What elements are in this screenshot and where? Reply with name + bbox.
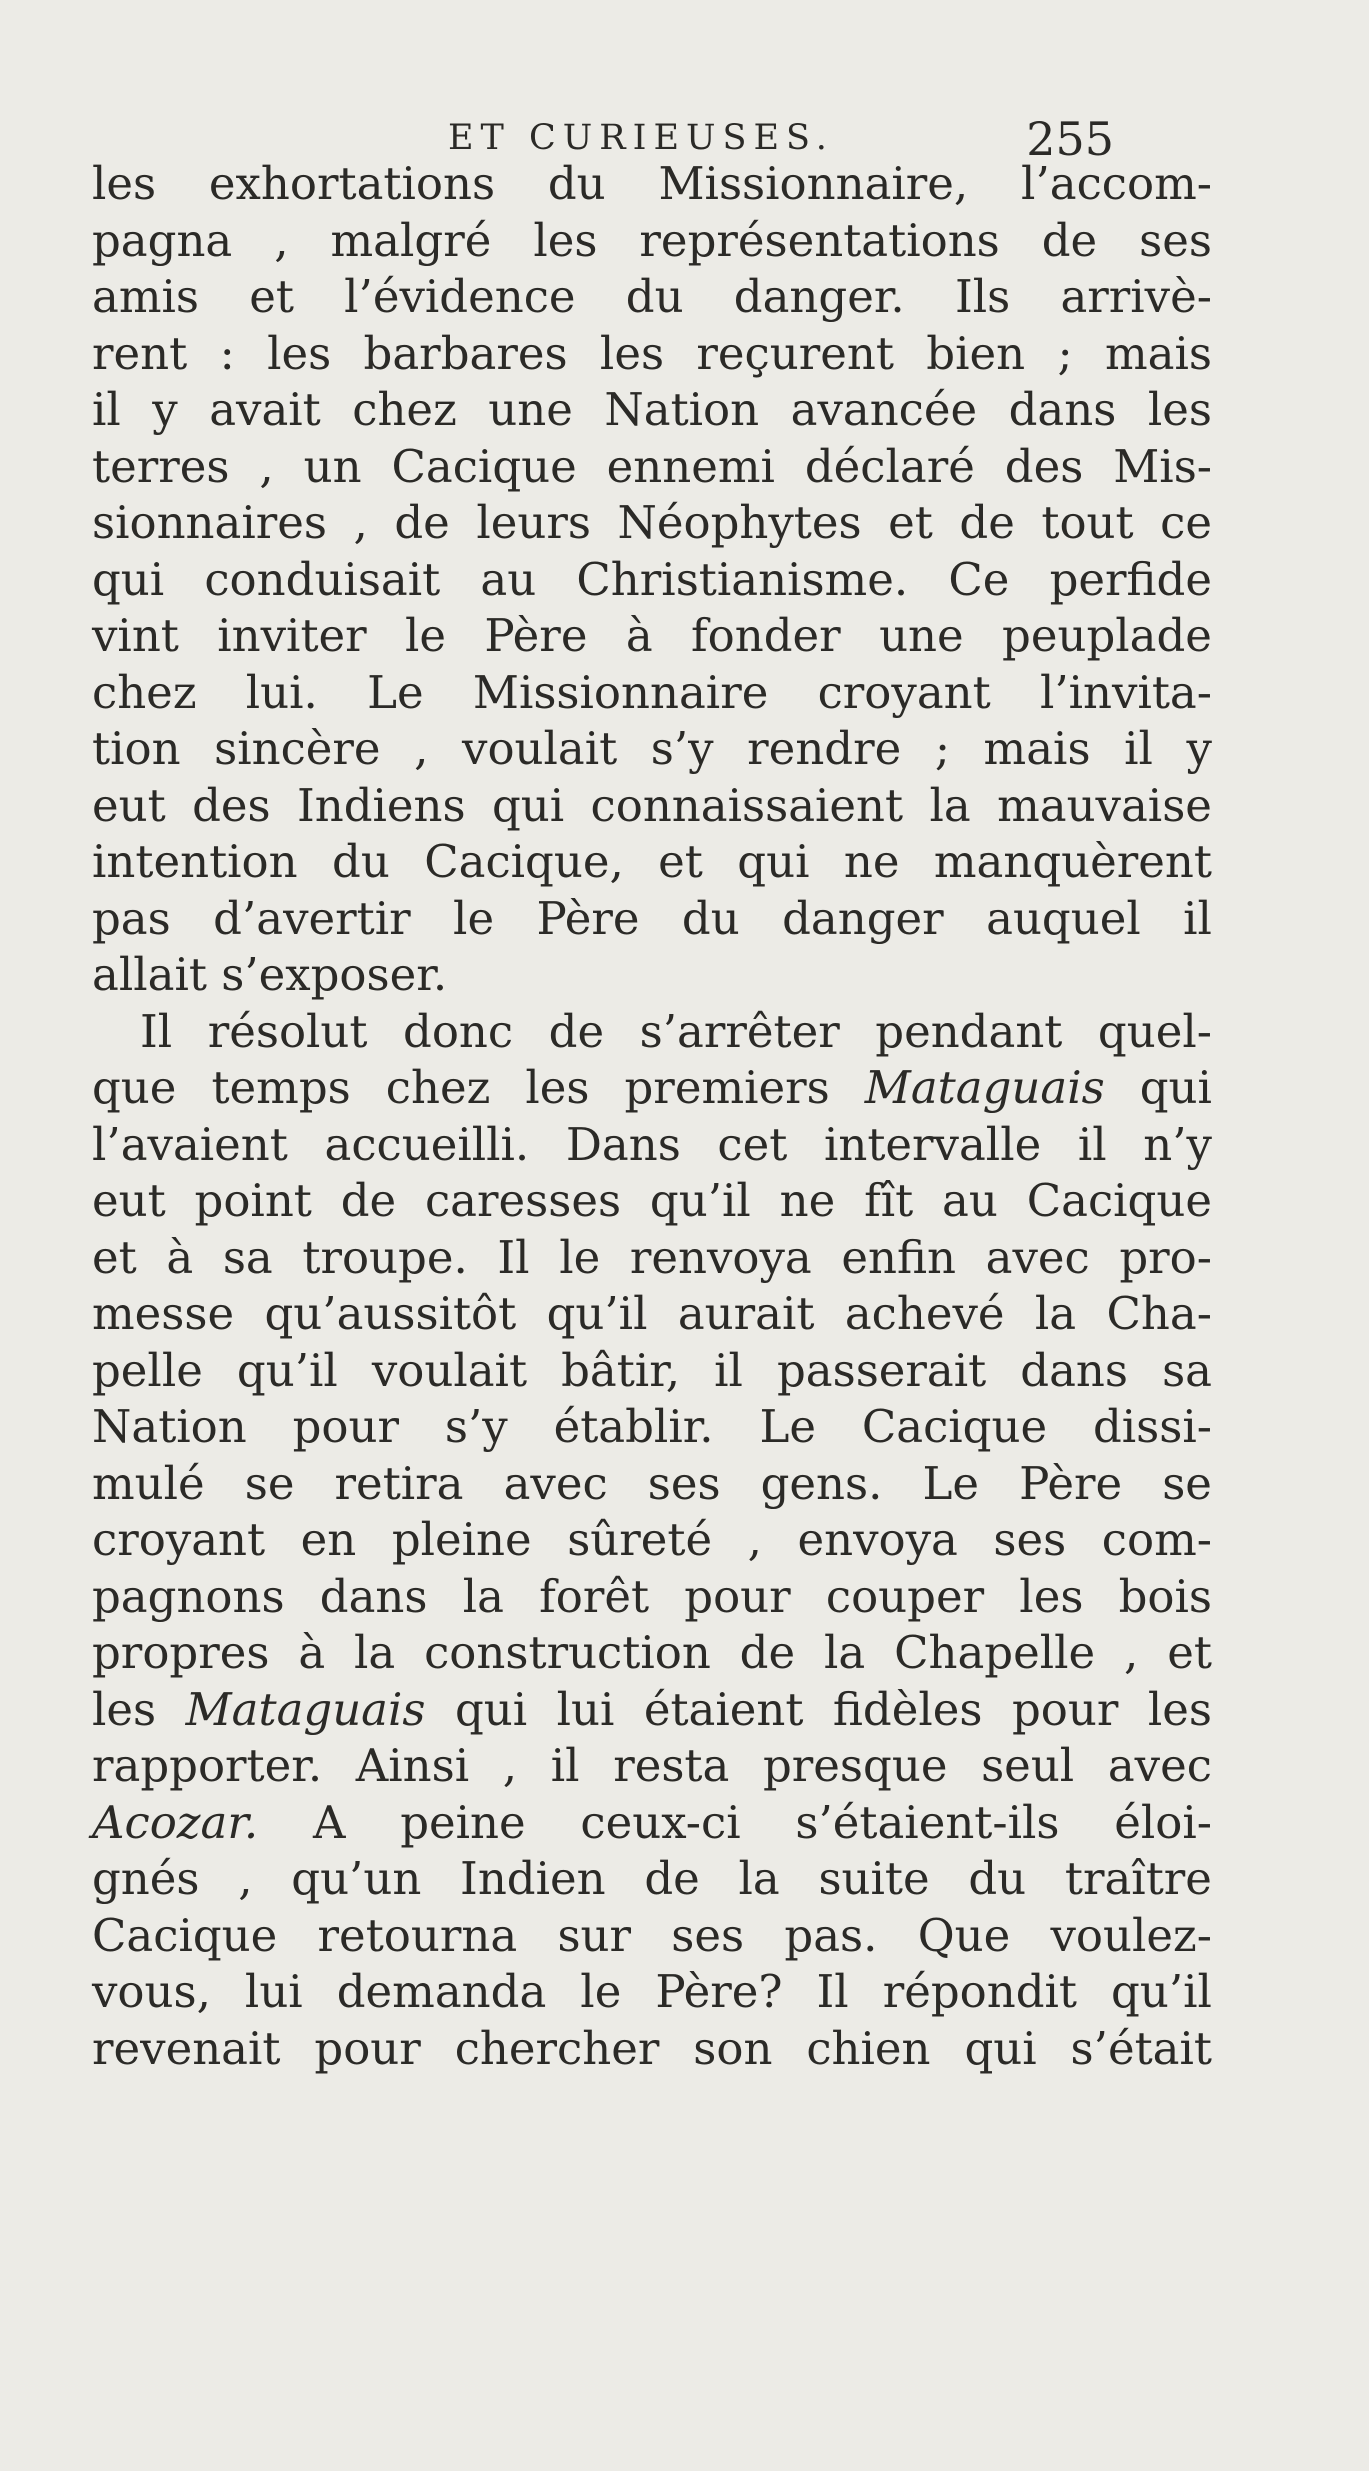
word: Nation <box>604 383 760 436</box>
word: une <box>488 383 573 436</box>
word: Ainsi <box>355 1739 470 1792</box>
word: il <box>714 1343 743 1397</box>
word: retourna <box>317 1908 518 1962</box>
word: rapporter. <box>92 1739 323 1792</box>
word: passerait <box>776 1343 987 1397</box>
page-number: 255 <box>1026 112 1114 166</box>
word: Acozar. <box>92 1795 259 1849</box>
word: pour <box>314 2021 421 2075</box>
word: qui <box>92 552 165 606</box>
word: ceux-ci <box>580 1795 741 1849</box>
word: la <box>823 1626 866 1679</box>
word: Mis- <box>1113 439 1212 493</box>
word: de <box>548 1004 605 1058</box>
word: il <box>1183 891 1212 945</box>
word: et <box>888 496 933 549</box>
word: propres <box>92 1626 270 1679</box>
word: s’était <box>1070 2021 1212 2075</box>
text-line <box>92 1399 1212 1456</box>
word: les <box>1019 1569 1084 1623</box>
word: de <box>959 496 1015 549</box>
word: Mataguais <box>185 1682 426 1736</box>
word: de <box>739 1626 796 1679</box>
word: mais <box>983 722 1091 775</box>
word: de <box>340 1174 397 1227</box>
word: ; <box>934 722 950 775</box>
text-line <box>92 495 1212 552</box>
word: à <box>298 1626 326 1679</box>
word: s’y <box>650 722 714 775</box>
word: vint <box>92 609 179 662</box>
word: , <box>414 722 429 775</box>
word: qu’il <box>236 1343 338 1397</box>
word: à <box>166 1230 194 1284</box>
word: Missionnaire <box>472 665 769 719</box>
word: déclaré <box>804 439 975 493</box>
word: répondit <box>882 1965 1078 2018</box>
word: pour <box>1011 1682 1119 1736</box>
word: pleine <box>391 1513 532 1566</box>
word: que <box>92 1061 177 1114</box>
word: danger. <box>733 270 905 323</box>
word: y <box>152 383 178 436</box>
word: éloi- <box>1114 1795 1212 1849</box>
word: n’y <box>1143 1117 1212 1171</box>
text-line <box>92 1060 1212 1117</box>
word: se <box>244 1456 295 1510</box>
word: avec <box>503 1456 608 1510</box>
word: bois <box>1118 1569 1212 1623</box>
text-line <box>92 439 1212 496</box>
word: représentations <box>639 213 1000 267</box>
word: Père <box>536 891 640 945</box>
word: , <box>353 496 368 549</box>
word: eut <box>92 1174 166 1227</box>
word: Père <box>484 609 588 662</box>
word: Cacique <box>391 439 577 493</box>
word: il <box>1077 1117 1107 1171</box>
word: sa <box>1162 1343 1212 1397</box>
word: Cha- <box>1106 1287 1212 1340</box>
word: construction <box>424 1626 711 1679</box>
word: peuplade <box>1002 609 1212 662</box>
word: messe <box>92 1287 235 1340</box>
word: avancée <box>790 383 978 436</box>
word: qu’il <box>1111 1965 1212 2018</box>
word: mulé <box>92 1456 205 1510</box>
text-line <box>92 2021 1212 2078</box>
word: pagna <box>92 213 233 267</box>
word: la <box>462 1569 504 1623</box>
word: barbares <box>363 326 568 380</box>
word: la <box>738 1852 780 1905</box>
word: forêt <box>539 1569 650 1623</box>
word: étaient <box>643 1682 804 1736</box>
word: troupe. <box>302 1230 468 1284</box>
word: ses <box>1139 213 1212 267</box>
word: mais <box>1104 326 1212 380</box>
word: : <box>219 326 235 380</box>
word: Que <box>917 1908 1011 1962</box>
word: tout <box>1041 496 1134 549</box>
word: conduisait <box>204 552 441 606</box>
word: caresses <box>424 1174 622 1227</box>
word: gens. <box>760 1456 883 1510</box>
word: Cacique <box>1026 1174 1212 1227</box>
word: donc <box>403 1004 514 1058</box>
word: dans <box>1020 1343 1129 1397</box>
word: arrivè- <box>1060 270 1212 323</box>
word: avec <box>985 1230 1090 1284</box>
word: l’accom- <box>1021 157 1212 210</box>
word: retira <box>334 1456 464 1510</box>
word: il <box>1124 722 1153 775</box>
word: chercher <box>454 2021 660 2075</box>
word: s’y <box>444 1400 508 1453</box>
word: Il <box>140 1004 173 1058</box>
word: dans <box>319 1569 428 1623</box>
word: du <box>332 835 390 888</box>
text-line <box>92 1230 1212 1287</box>
word: voulez- <box>1050 1908 1212 1962</box>
word: Nation <box>92 1400 247 1453</box>
word: pagnons <box>92 1569 285 1623</box>
word: chez <box>385 1061 491 1114</box>
word: et <box>1167 1626 1212 1679</box>
text-line <box>92 778 1212 835</box>
body-text <box>92 156 1212 2077</box>
word: Indien <box>460 1852 606 1905</box>
word: pour <box>684 1569 791 1623</box>
word: qu’aussitôt <box>264 1287 517 1340</box>
word: les <box>267 326 332 380</box>
word: chien <box>806 2021 931 2075</box>
word: qui <box>454 1682 528 1736</box>
word: dissi- <box>1092 1400 1212 1453</box>
word: voulait <box>462 722 618 775</box>
word: s’étaient-ils <box>795 1795 1060 1849</box>
word: ce <box>1160 496 1212 549</box>
word: les <box>92 1682 157 1736</box>
word: sionnaires <box>92 496 327 549</box>
word: rent <box>92 326 188 380</box>
word: Le <box>759 1400 816 1453</box>
word: y <box>1186 722 1212 775</box>
word: des <box>1004 439 1084 493</box>
word: chez <box>92 665 197 719</box>
word: cet <box>717 1117 788 1171</box>
word: lui. <box>245 665 318 719</box>
word: Le <box>367 665 424 719</box>
word: gnés <box>92 1852 200 1905</box>
text-line <box>92 1964 1212 2021</box>
word: connaissaient <box>590 778 904 832</box>
word: le <box>559 1230 601 1284</box>
word: auquel <box>986 891 1141 945</box>
word: , <box>502 1739 518 1792</box>
word: perfide <box>1049 552 1212 606</box>
word: il <box>550 1739 580 1792</box>
word: sûreté <box>567 1513 713 1566</box>
word: qu’il <box>546 1287 648 1340</box>
word: qui <box>491 778 565 832</box>
word: Le <box>922 1456 980 1510</box>
word: Père? <box>655 1965 783 2018</box>
word: temps <box>211 1061 351 1114</box>
word: ses <box>647 1456 721 1510</box>
word: croyant <box>817 665 991 719</box>
word: inviter <box>217 609 367 662</box>
word: le <box>453 891 495 945</box>
word: fidèles <box>832 1682 983 1736</box>
word: pro- <box>1119 1230 1212 1284</box>
word: en <box>300 1513 357 1566</box>
word: aurait <box>677 1287 815 1340</box>
word: qu’il <box>649 1174 751 1227</box>
word: et <box>249 270 294 323</box>
word: qu’un <box>291 1852 422 1905</box>
word: ; <box>1057 326 1073 380</box>
text-line <box>92 891 1212 948</box>
word: renvoya <box>629 1230 812 1284</box>
text-line <box>92 834 1212 891</box>
word: résolut <box>207 1004 368 1058</box>
word: l’évidence <box>344 270 576 323</box>
word: de <box>1041 213 1098 267</box>
word: eut <box>92 778 166 832</box>
word: du <box>968 1852 1027 1905</box>
word: traître <box>1064 1852 1212 1905</box>
word: le <box>580 1965 622 2018</box>
word: bâtir, <box>561 1343 681 1397</box>
text-line <box>92 1625 1212 1682</box>
word: Il <box>816 1965 849 2018</box>
text-line <box>92 1456 1212 1513</box>
text-line <box>92 1173 1212 1230</box>
word: du <box>547 157 606 210</box>
word: des <box>192 778 271 832</box>
word: Cacique <box>861 1400 1048 1453</box>
word: lui <box>244 1965 303 2018</box>
text-line <box>92 382 1212 439</box>
word: fît <box>864 1174 914 1227</box>
word: fonder <box>691 609 841 662</box>
word: qui <box>1139 1061 1212 1114</box>
text-line <box>92 1117 1212 1174</box>
word: A <box>312 1795 346 1849</box>
text-line <box>92 1795 1212 1852</box>
word: son <box>693 2021 773 2075</box>
word: la <box>1034 1287 1077 1340</box>
word: tion <box>92 722 181 775</box>
word: le <box>405 609 447 662</box>
word: couper <box>825 1569 985 1623</box>
word: de <box>394 496 450 549</box>
word: peine <box>400 1795 526 1849</box>
word: intention <box>92 835 298 888</box>
word: ne <box>843 835 900 888</box>
word: Cacique, <box>424 835 624 888</box>
word: la <box>929 778 971 832</box>
word: Christianisme. <box>576 552 909 606</box>
word: resta <box>613 1739 730 1792</box>
word: chez <box>352 383 457 436</box>
word: manquèrent <box>933 835 1212 888</box>
word: les <box>92 157 157 210</box>
word: l’invita- <box>1039 665 1212 719</box>
word: Dans <box>565 1117 681 1171</box>
word: Père <box>1019 1456 1123 1510</box>
word: au <box>480 552 537 606</box>
word: terres <box>92 439 230 493</box>
word: presque <box>762 1739 948 1792</box>
text-line <box>92 1851 1212 1908</box>
word: une <box>879 609 964 662</box>
word: l’avaient <box>92 1117 288 1171</box>
word: s’arrêter <box>639 1004 840 1058</box>
word: premiers <box>624 1061 830 1114</box>
word: , <box>274 213 289 267</box>
word: achevé <box>844 1287 1005 1340</box>
word: et <box>92 1230 137 1284</box>
word: Chapelle <box>894 1626 1096 1679</box>
word: intervalle <box>823 1117 1042 1171</box>
word: amis <box>92 270 199 323</box>
word: reçurent <box>696 326 894 380</box>
text-line <box>92 665 1212 722</box>
word: , <box>1124 1626 1139 1679</box>
word: rendre <box>747 722 902 775</box>
word: les <box>533 213 598 267</box>
word: ne <box>779 1174 836 1227</box>
word: revenait <box>92 2021 281 2075</box>
word: pas. <box>784 1908 878 1962</box>
word: les <box>599 326 665 380</box>
text-line-paragraph-end: allait s’exposer. <box>92 948 448 1001</box>
word: il <box>92 383 121 436</box>
text-line <box>92 1682 1212 1739</box>
word: les <box>1147 1682 1212 1736</box>
word: lui <box>556 1682 615 1736</box>
word: demanda <box>336 1965 547 2018</box>
word: avec <box>1107 1739 1212 1792</box>
word: sur <box>557 1908 632 1962</box>
word: Ils <box>954 270 1011 323</box>
word: accueilli. <box>324 1117 530 1171</box>
text-line <box>92 1569 1212 1626</box>
word: sa <box>222 1230 273 1284</box>
text-line <box>92 1738 1212 1795</box>
word: danger <box>782 891 944 945</box>
word: à <box>625 609 653 662</box>
word: d’avertir <box>213 891 411 945</box>
word: exhortations <box>208 157 496 210</box>
word: Il <box>497 1230 530 1284</box>
word: au <box>942 1174 998 1227</box>
word: ses <box>671 1908 745 1962</box>
word: Néophytes <box>617 496 862 549</box>
word: , <box>747 1513 762 1566</box>
word: Cacique <box>92 1908 278 1962</box>
word: vous, <box>92 1965 211 2018</box>
word: les <box>1147 383 1212 436</box>
text-line <box>92 213 1212 270</box>
word: com- <box>1101 1513 1212 1566</box>
word: mauvaise <box>997 778 1212 832</box>
word: , <box>259 439 274 493</box>
word: du <box>681 891 740 945</box>
word: quel- <box>1097 1004 1212 1058</box>
word: pas <box>92 891 171 945</box>
word: qui <box>737 835 810 888</box>
word: , <box>238 1852 253 1905</box>
word: enfin <box>841 1230 956 1284</box>
text-line-paragraph-start <box>92 1004 1212 1061</box>
text-line <box>92 1512 1212 1569</box>
word: suite <box>818 1852 930 1905</box>
text-line <box>92 721 1212 778</box>
word: se <box>1162 1456 1212 1510</box>
word: pelle <box>92 1343 203 1397</box>
word: de <box>644 1852 700 1905</box>
text-line <box>92 1286 1212 1343</box>
word: croyant <box>92 1513 266 1566</box>
word: Mataguais <box>864 1061 1105 1114</box>
word: la <box>354 1626 396 1679</box>
word: malgré <box>330 213 492 267</box>
word: Ce <box>948 552 1010 606</box>
word: du <box>625 270 684 323</box>
word: seul <box>981 1739 1075 1792</box>
running-title: ET CURIEUSES. <box>448 118 834 158</box>
word: Indiens <box>296 778 466 832</box>
word: Missionnaire, <box>658 157 969 210</box>
text-line <box>92 608 1212 665</box>
word: ennemi <box>606 439 775 493</box>
text-line <box>92 552 1212 609</box>
word: pendant <box>875 1004 1063 1058</box>
word: avait <box>209 383 321 436</box>
word: établir. <box>553 1400 714 1453</box>
word: qui <box>964 2021 1037 2075</box>
word: envoya <box>797 1513 958 1566</box>
word: voulait <box>371 1343 528 1397</box>
word: dans <box>1008 383 1117 436</box>
text-line <box>92 269 1212 326</box>
text-line <box>92 326 1212 383</box>
word: bien <box>926 326 1026 380</box>
word: point <box>194 1174 312 1227</box>
word: leurs <box>476 496 591 549</box>
text-line <box>92 1343 1212 1400</box>
text-line <box>92 1908 1212 1965</box>
word: sincère <box>214 722 381 775</box>
word: ses <box>993 1513 1067 1566</box>
word: un <box>303 439 362 493</box>
word: et <box>658 835 703 888</box>
word: les <box>525 1061 590 1114</box>
word: pour <box>292 1400 400 1453</box>
text-line <box>92 156 1212 213</box>
